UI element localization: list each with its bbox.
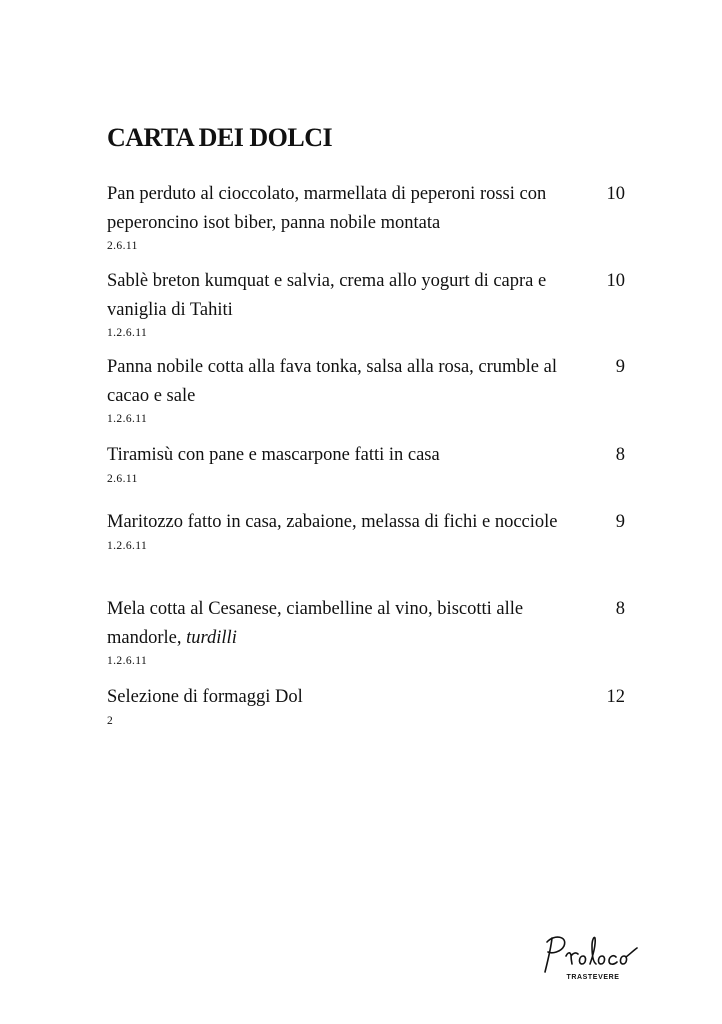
menu-item	[107, 180, 625, 254]
menu-item-allergens: 2	[107, 714, 114, 727]
menu-item	[107, 441, 625, 487]
menu-item	[107, 267, 625, 341]
menu-item-allergens: 2.6.11	[107, 240, 138, 252]
menu-item-allergens: 2.6.11	[107, 472, 138, 485]
menu-item	[107, 508, 625, 554]
logo-subtitle: TRASTEVERE	[566, 974, 620, 981]
menu-item-price: 10	[606, 184, 625, 204]
menu-item-allergens: 1.2.6.11	[107, 655, 148, 667]
menu-item-price: 8	[615, 599, 625, 619]
menu-item-price: 12	[606, 687, 625, 707]
menu-item-price: 9	[615, 512, 625, 532]
menu-item	[107, 595, 625, 669]
menu-item-description: Tiramisù con pane e mascarpone fatti in casa	[107, 445, 440, 465]
menu-item-description-italic: turdilli	[186, 627, 237, 648]
menu-item-price: 8	[615, 445, 625, 465]
proloco-logo	[538, 930, 648, 986]
menu-item	[107, 353, 625, 427]
menu-title: CARTA DEI DOLCI	[107, 123, 333, 152]
menu-item-price: 9	[615, 357, 625, 377]
menu-item-description: Selezione di formaggi Dol	[107, 687, 303, 707]
menu-item-description: Sablè breton kumquat e salvia, crema allo yogurt di capra e vaniglia di Tahiti	[107, 271, 547, 320]
menu-item-price: 10	[606, 271, 625, 291]
proloco-logo-script-icon	[538, 930, 648, 974]
menu-item-description: Pan perduto al cioccolato, marmellata di peperoni rossi con peperoncino isot biber, panna nobile montata	[107, 184, 547, 233]
menu-item	[107, 683, 625, 729]
menu-item-description: Panna nobile cotta alla fava tonka, salsa alla rosa, crumble al cacao e sale	[107, 357, 557, 406]
menu-item-description	[107, 595, 579, 652]
menu-item-description-text: Mela cotta al Cesanese, ciambelline al vino, biscotti alle mandorle,	[107, 599, 524, 648]
menu-item-description: Maritozzo fatto in casa, zabaione, melassa di fichi e nocciole	[107, 512, 558, 532]
menu-item-allergens: 1.2.6.11	[107, 539, 148, 552]
menu-item-allergens: 1.2.6.11	[107, 327, 148, 339]
menu-item-allergens: 1.2.6.11	[107, 413, 148, 425]
